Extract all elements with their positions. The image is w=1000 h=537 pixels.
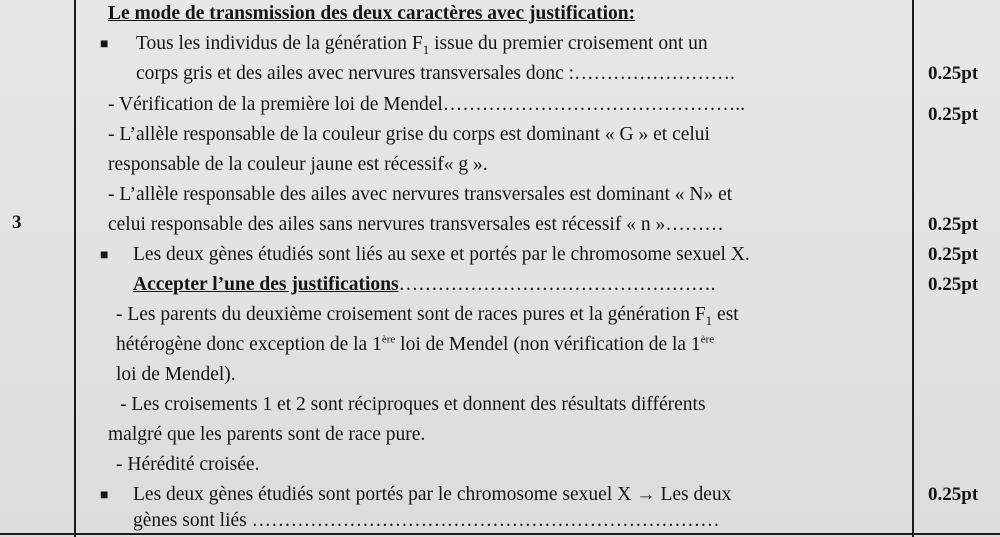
column-divider-left [74,0,76,537]
line-2: corps gris et des ailes avec nervures transversales donc :……………………. [136,63,735,84]
points-5: 0.25pt [928,274,979,295]
line-13: - Les croisements 1 et 2 sont réciproques et donnent des résultats différents [120,394,706,415]
line-5: responsable de la couleur jaune est récessif« g ». [108,154,488,175]
question-number: 3 [12,212,22,233]
bottom-border [0,533,1000,535]
section-heading: Le mode de transmission des deux caractères avec justification: [108,3,636,24]
line-4: - L’allèle responsable de la couleur grise du corps est dominant « G » et celui [108,124,710,145]
points-3: 0.25pt [928,214,979,235]
bullet-3: ■ [100,488,109,503]
line-15: - Hérédité croisée. [116,454,260,475]
line-7: celui responsable des ailes sans nervures transversales est récessif « n »……… [108,214,724,235]
column-divider-right [912,0,914,537]
line-11: hétérogène donc exception de la 1ère loi de Mendel (non vérification de la 1ère [116,333,715,355]
line-8: Les deux gènes étudiés sont liés au sexe et portés par le chromosome sexuel X. [133,244,750,265]
line-9: Accepter l’une des justifications…………………………………………. [133,274,716,295]
points-4: 0.25pt [928,244,979,265]
line-14: malgré que les parents sont de race pure. [108,424,426,445]
points-6: 0.25pt [928,484,979,505]
line-1: Tous les individus de la génération $F_1$ issue du premier croisement ont un [136,33,708,57]
line-10: - Les parents du deuxième croisement sont de races pures et la génération $F_1$ est [116,304,739,328]
line-3: - Vérification de la première loi de Mendel……………………………………….. [108,94,746,115]
bullet-2: ■ [100,248,109,263]
points-2: 0.25pt [928,104,979,125]
line-17: gènes sont liés ……………………………………………………………… [133,510,720,531]
bullet-1: ■ [100,37,109,52]
line-12: loi de Mendel). [116,364,236,385]
points-1: 0.25pt [928,63,979,84]
line-16: Les deux gènes étudiés sont portés par le chromosome sexuel X → Les deux [133,484,732,505]
line-6: - L’allèle responsable des ailes avec nervures transversales est dominant « N» et [108,184,733,205]
